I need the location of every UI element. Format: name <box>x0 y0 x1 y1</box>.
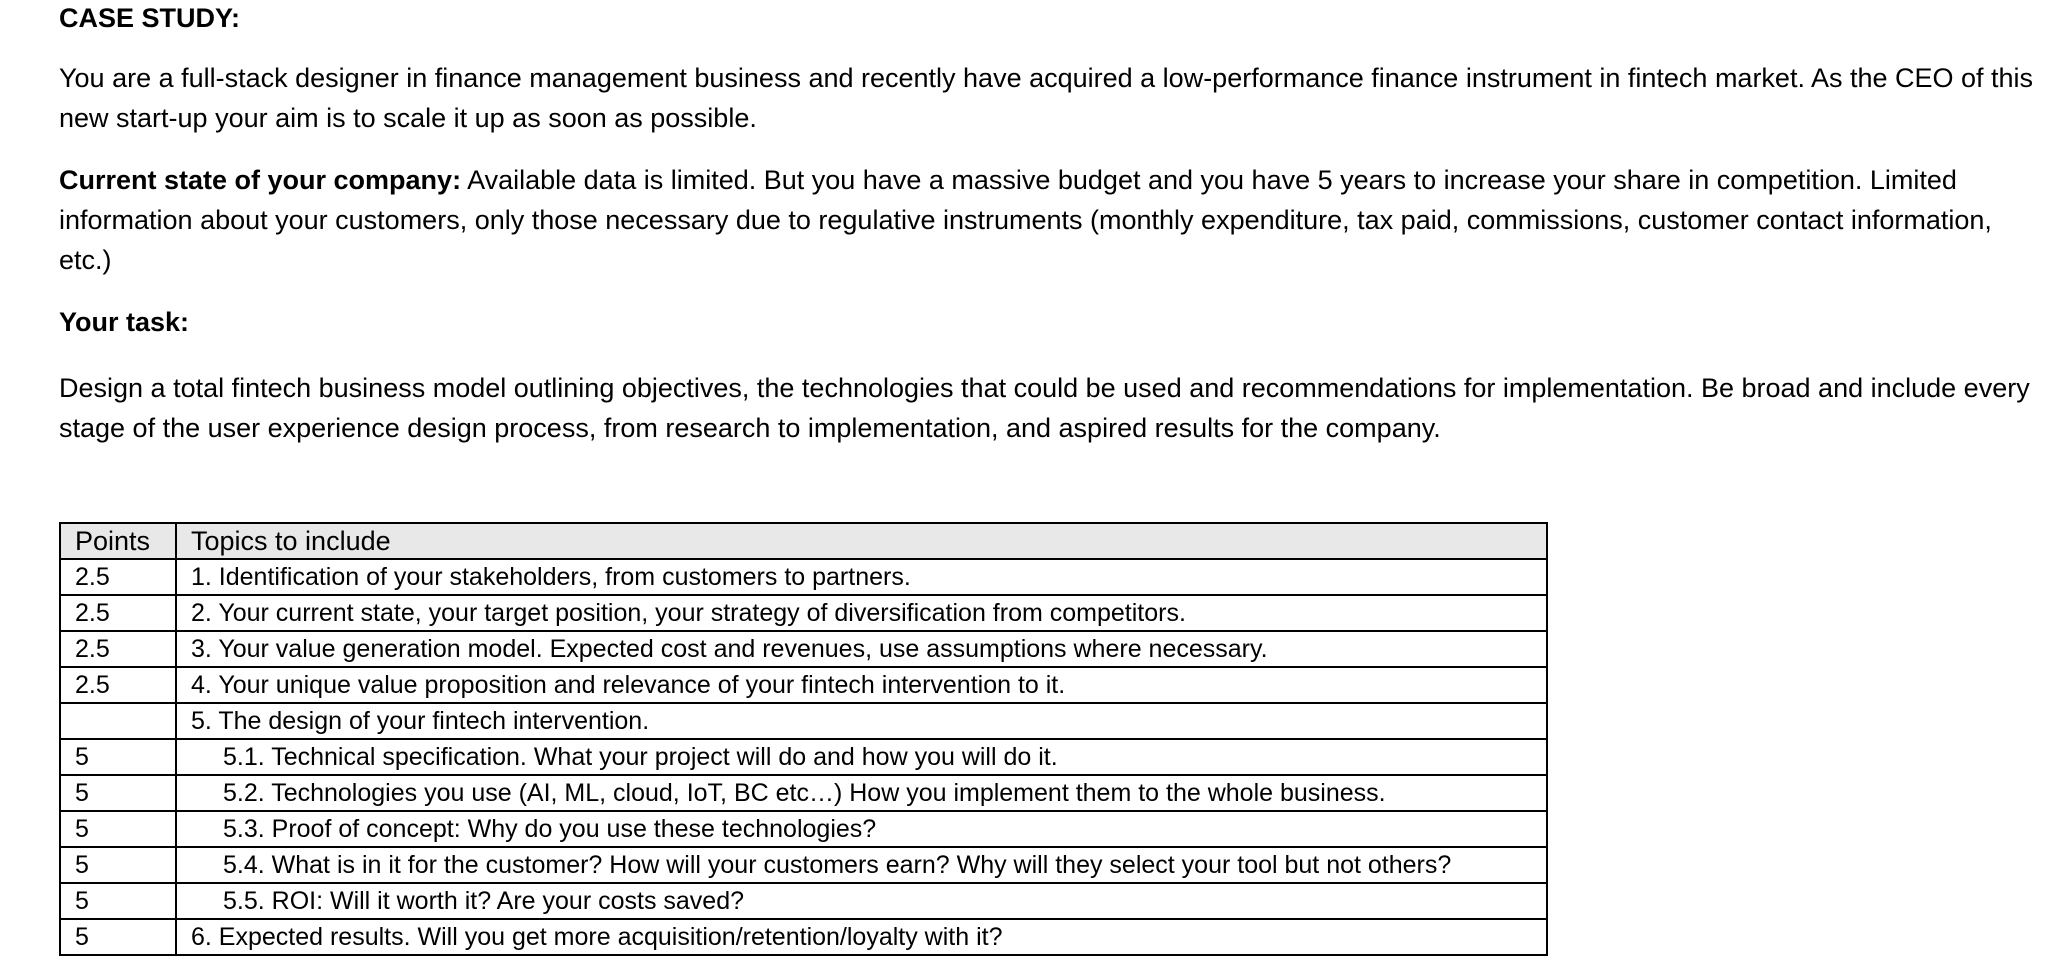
table-row <box>60 883 1547 919</box>
header-points: Points <box>60 523 176 559</box>
topic-cell: 5.1. Technical specification. What your project will do and how you will do it. <box>176 739 1547 775</box>
current-state-text: Available data is limited. But you have a massive budget and you have 5 years to increase your share in competition. Limited information about your customers, only those necessary due to regulative instruments (monthly expenditure, tax paid, commissions, customer contact information, etc.) <box>59 165 1992 275</box>
points-cell: 5 <box>60 739 176 775</box>
table-row <box>60 703 1547 739</box>
table-row <box>60 919 1547 955</box>
table-row <box>60 559 1547 595</box>
current-state-label: Current state of your company: <box>59 165 462 195</box>
table-header-row <box>60 523 1547 559</box>
topic-cell: 6. Expected results. Will you get more acquisition/retention/loyalty with it? <box>176 919 1547 955</box>
table-row <box>60 775 1547 811</box>
points-cell: 2.5 <box>60 595 176 631</box>
points-cell: 5 <box>60 775 176 811</box>
task-heading: Your task: <box>59 307 190 337</box>
topic-cell: 5. The design of your fintech intervention. <box>176 703 1547 739</box>
points-cell: 5 <box>60 883 176 919</box>
current-state-paragraph <box>59 160 2039 280</box>
document-body <box>59 0 2039 448</box>
points-cell: 5 <box>60 847 176 883</box>
case-study-heading: CASE STUDY: <box>59 3 241 33</box>
topic-cell: 5.3. Proof of concept: Why do you use these technologies? <box>176 811 1547 847</box>
topic-cell: 4. Your unique value proposition and relevance of your fintech intervention to it. <box>176 667 1547 703</box>
table-row <box>60 667 1547 703</box>
table-row <box>60 631 1547 667</box>
task-description: Design a total fintech business model outlining objectives, the technologies that could be used and recommendations for implementation. Be broad and include every stage of the user experience design process, from research to implementation, and aspired results for the company. <box>59 373 2030 443</box>
points-cell <box>60 703 176 739</box>
points-cell: 2.5 <box>60 667 176 703</box>
points-cell: 5 <box>60 811 176 847</box>
topic-cell: 2. Your current state, your target position, your strategy of diversification from competitors. <box>176 595 1547 631</box>
points-cell: 2.5 <box>60 559 176 595</box>
points-cell: 5 <box>60 919 176 955</box>
points-cell: 2.5 <box>60 631 176 667</box>
topics-table <box>59 522 1548 956</box>
topic-cell: 5.5. ROI: Will it worth it? Are your costs saved? <box>176 883 1547 919</box>
topic-cell: 3. Your value generation model. Expected cost and revenues, use assumptions where necessary. <box>176 631 1547 667</box>
table-row <box>60 595 1547 631</box>
table-row <box>60 847 1547 883</box>
intro-paragraph: You are a full-stack designer in finance management business and recently have acquired a low-performance finance instrument in fintech market. As the CEO of this new start-up your aim is to scale it up as soon as possible. <box>59 63 2034 133</box>
topic-cell: 1. Identification of your stakeholders, from customers to partners. <box>176 559 1547 595</box>
topic-cell: 5.2. Technologies you use (AI, ML, cloud, IoT, BC etc…) How you implement them to the whole business. <box>176 775 1547 811</box>
header-topics: Topics to include <box>176 523 1547 559</box>
topic-cell: 5.4. What is in it for the customer? How will your customers earn? Why will they select your tool but not others? <box>176 847 1547 883</box>
table-row <box>60 811 1547 847</box>
table-row <box>60 739 1547 775</box>
